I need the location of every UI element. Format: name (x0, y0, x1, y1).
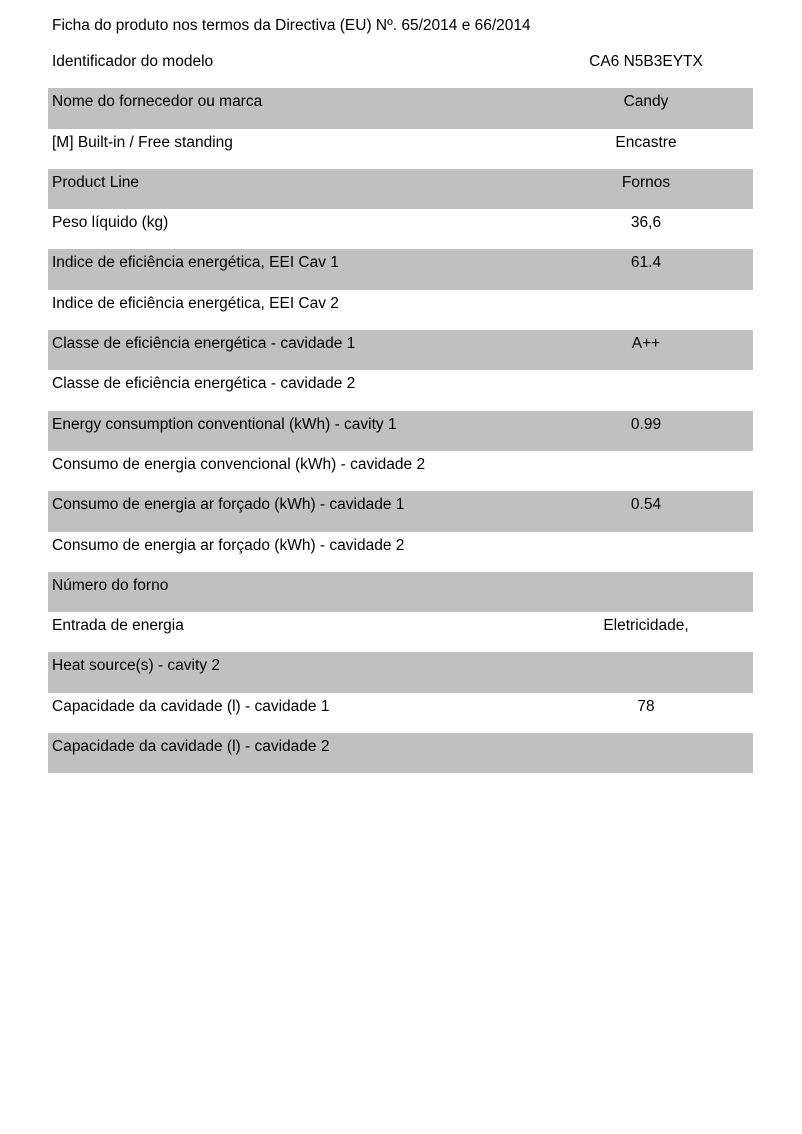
row-label: Indice de eficiência energética, EEI Cav 2 (52, 294, 339, 312)
table-row (48, 249, 753, 289)
row-label: Heat source(s) - cavity 2 (52, 657, 220, 675)
table-row (48, 733, 753, 773)
row-label: Consumo de energia ar forçado (kWh) - cavidade 2 (52, 536, 405, 554)
row-label: Capacidade da cavidade (l) - cavidade 2 (52, 738, 330, 756)
table-row (48, 491, 753, 531)
row-label: Consumo de energia ar forçado (kWh) - cavidade 1 (52, 496, 405, 514)
row-value: 36,6 (630, 214, 662, 232)
table-row (48, 451, 753, 491)
row-value: Candy (623, 93, 669, 111)
table-row (48, 411, 753, 451)
table-row (48, 370, 753, 410)
table-row (48, 652, 753, 692)
row-label: Classe de eficiência energética - cavidade 2 (52, 375, 356, 393)
table-row (48, 88, 753, 128)
row-label: Energy consumption conventional (kWh) - cavity 1 (52, 415, 397, 433)
row-value: Eletricidade, (603, 617, 689, 635)
table-row (48, 290, 753, 330)
row-label: Consumo de energia convencional (kWh) - cavidade 2 (52, 455, 426, 473)
row-value: Fornos (621, 173, 671, 191)
table-row (48, 612, 753, 652)
table-row (48, 532, 753, 572)
table-row (48, 129, 753, 169)
table-row (48, 48, 753, 88)
row-label: Classe de eficiência energética - cavidade 1 (52, 335, 356, 353)
row-value: Encastre (615, 133, 677, 151)
row-label: Product Line (52, 173, 140, 191)
row-value: A++ (631, 335, 661, 353)
row-label: Nome do fornecedor ou marca (52, 93, 263, 111)
table-row (48, 572, 753, 612)
row-label: Indice de eficiência energética, EEI Cav 1 (52, 254, 339, 272)
row-label: Capacidade da cavidade (l) - cavidade 1 (52, 697, 330, 715)
product-fiche-table (48, 48, 753, 773)
row-label: Entrada de energia (52, 617, 184, 635)
row-label: [M] Built-in / Free standing (52, 133, 233, 151)
row-value: 78 (637, 697, 655, 715)
row-value: CA6 N5B3EYTX (589, 53, 703, 70)
table-row (48, 209, 753, 249)
row-label: Identificador do modelo (52, 53, 214, 70)
document-title: Ficha do produto nos termos da Directiva (EU) Nº. 65/2014 e 66/2014 (52, 17, 531, 34)
row-label: Peso líquido (kg) (52, 214, 169, 232)
table-row (48, 169, 753, 209)
row-value: 0.99 (630, 415, 662, 433)
table-row (48, 330, 753, 370)
table-row (48, 693, 753, 733)
row-value: 0.54 (630, 496, 662, 514)
row-value: 61.4 (630, 254, 662, 272)
row-label: Número do forno (52, 576, 169, 594)
